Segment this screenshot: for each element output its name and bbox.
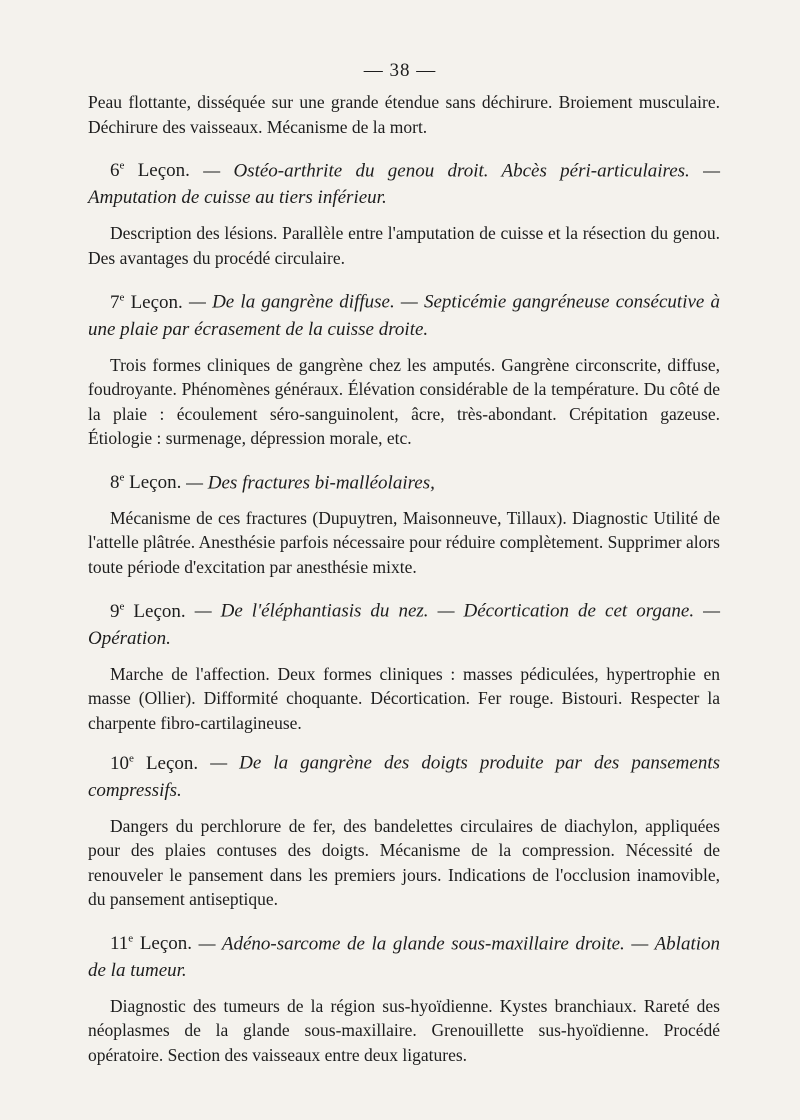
lesson-text: Mécanisme de ces fractures (Dupuytren, Maisonneuve, Tillaux). Diagnostic Utilité de l'attelle plâtrée. Anesthésie parfois nécessaire pour réduire complètement. Supprimer alors toute période d'excitation par anesthésie mixte. <box>88 507 720 577</box>
lesson-title: — Des fractures bi-malléolaires, <box>186 471 435 493</box>
lesson-title: — De la gangrène des doigts produite par des pansements compressifs. <box>88 752 721 801</box>
page-body <box>88 90 720 1067</box>
lesson-heading <box>88 284 720 342</box>
lesson-8 <box>88 465 720 580</box>
lesson-text: Dangers du perchlorure de fer, des bandelettes circulaires de diachylon, appliquées pour des plaies contuses des doigts. Mécanisme de la compression. Nécessité de renouveler le pansement dans les premiers jours. Indications de l'occlusion inamovible, du pansement antiseptique. <box>88 815 720 910</box>
lesson-text: Diagnostic des tumeurs de la région sus-hyoïdienne. Kystes branchiaux. Rareté des néoplasmes de la glande sous-maxillaire. Grenouillette sus-hyoïdienne. Procédé opératoire. Section des vaisseaux entre deux ligatures. <box>88 995 720 1065</box>
lesson-heading <box>88 465 720 496</box>
lesson-11 <box>88 926 720 1068</box>
lesson-heading <box>88 593 720 651</box>
lesson-number: 9e Leçon. <box>110 600 186 622</box>
lesson-7 <box>88 284 720 450</box>
lesson-heading <box>88 745 720 803</box>
lesson-10 <box>88 745 720 911</box>
lesson-heading <box>88 926 720 984</box>
intro-paragraph: Peau flottante, disséquée sur une grande étendue sans déchirure. Broiement musculaire. Déchirure des vaisseaux. Mécanisme de la mort. <box>88 92 720 137</box>
lesson-heading <box>88 153 720 211</box>
lesson-number: 10e Leçon. <box>110 752 199 774</box>
lesson-title: — Adéno-sarcome de la glande sous-maxillaire droite. — Ablation de la tumeur. <box>88 932 721 981</box>
lesson-number: 6e Leçon. <box>110 160 190 182</box>
page-number: — 38 — <box>363 60 437 81</box>
lesson-title: — Ostéo-arthrite du genou droit. Abcès péri-articulaires. — Amputation de cuisse au tiers inférieur. <box>88 160 720 209</box>
lesson-number: 8e Leçon. <box>110 471 182 493</box>
lesson-text: Description des lésions. Parallèle entre l'amputation de cuisse et la résection du genou. Des avantages du procédé circulaire. <box>88 223 720 268</box>
lesson-text: Trois formes cliniques de gangrène chez les amputés. Gangrène circonscrite, diffuse, foudroyante. Phénomènes généraux. Élévation considérable de la température. Du côté de la plaie : écoulement séro-sanguinolent, âcre, très-abondant. Crépitation gazeuse. Étiologie : surmenage, dépression morale, etc. <box>88 354 720 449</box>
lesson-number: 7e Leçon. <box>110 291 183 313</box>
lesson-title: — De l'éléphantiasis du nez. — Décortication de cet organe. — Opération. <box>88 600 720 649</box>
lesson-6 <box>88 153 720 270</box>
lesson-number: 11e Leçon. <box>110 932 193 954</box>
lesson-text: Marche de l'affection. Deux formes cliniques : masses pédiculées, hypertrophie en masse (Ollier). Difformité choquante. Décortication. Fer rouge. Bistouri. Respecter la charpente fibro-cartilagineuse. <box>88 663 720 733</box>
lesson-title: — De la gangrène diffuse. — Septicémie gangréneuse consécutive à une plaie par écrasement de la cuisse droite. <box>88 291 721 340</box>
lesson-9 <box>88 593 720 735</box>
